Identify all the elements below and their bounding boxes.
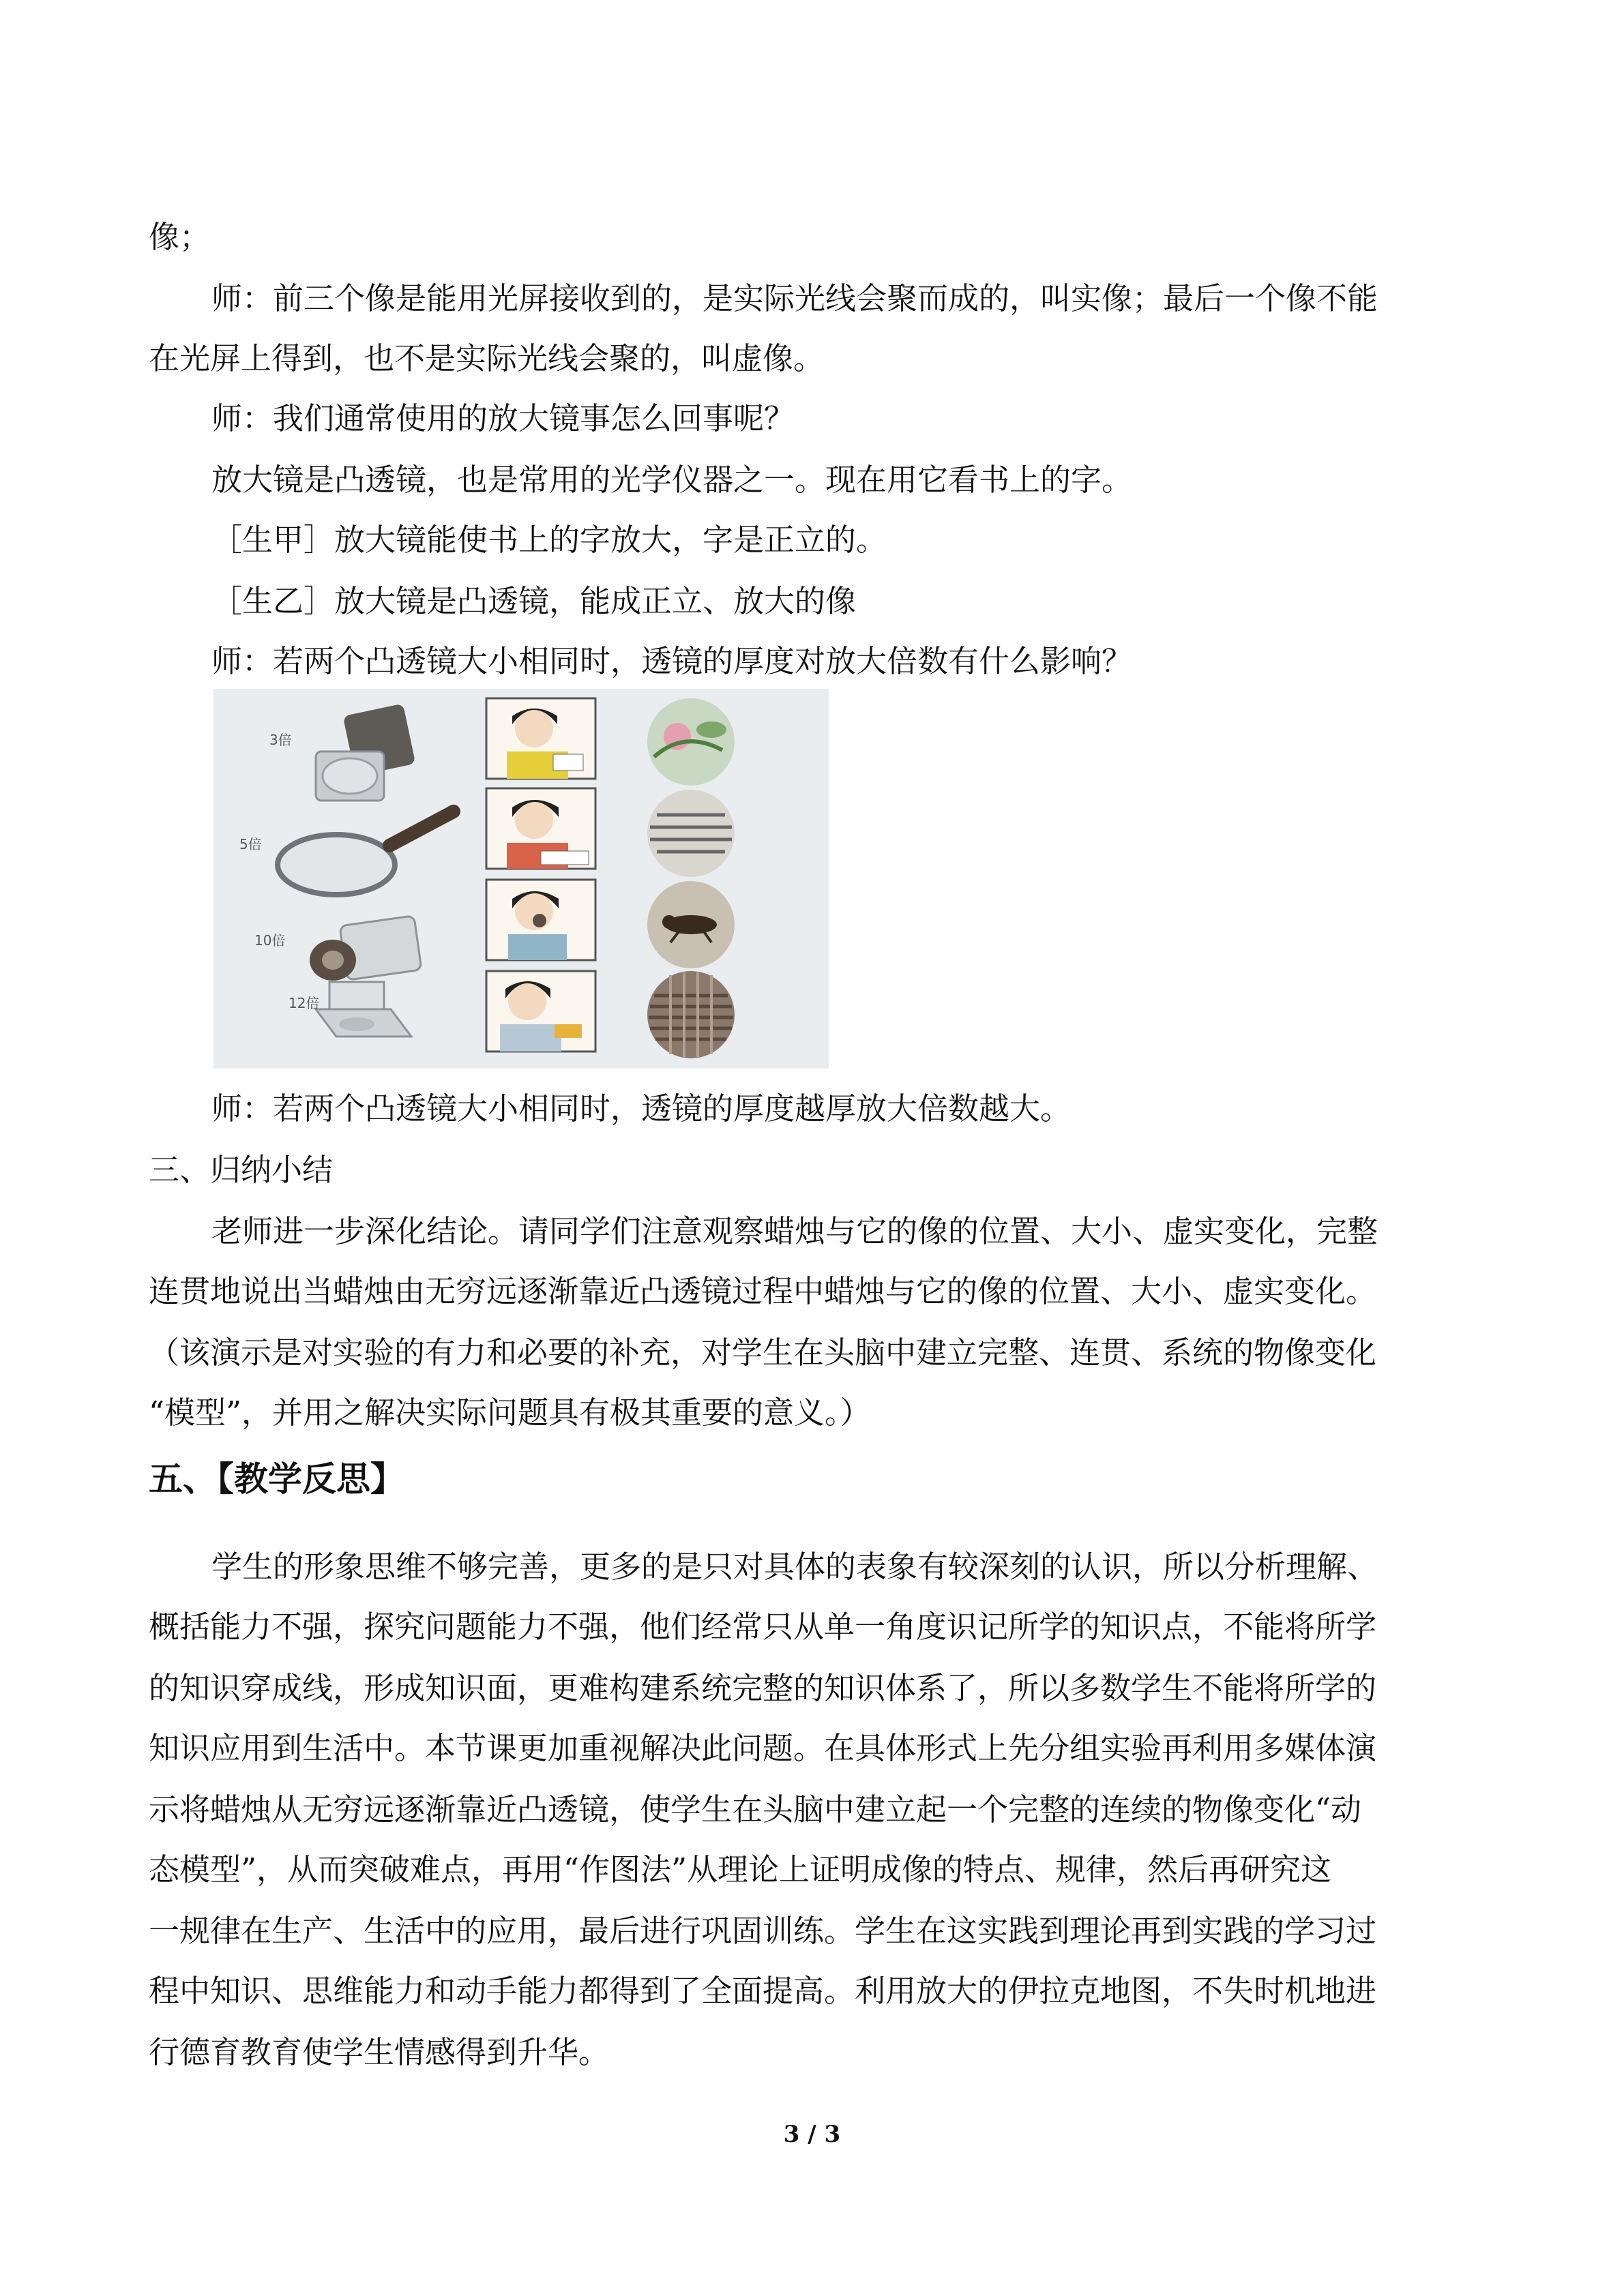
magnified-fabric-view — [647, 971, 735, 1058]
magnifier-illustration — [213, 689, 829, 1069]
text-line: 师：若两个凸透镜大小相同时，透镜的厚度越厚放大倍数越大。 — [211, 1090, 1072, 1127]
magnifier-figure — [213, 689, 829, 1069]
section-heading: 五、【教学反思】 — [149, 1459, 404, 1499]
text-line: 概括能力不强，探究问题能力不强，他们经常只从单一角度识记所学的知识点，不能将所学 — [149, 1609, 1377, 1645]
page-number: 3 / 3 — [783, 2121, 841, 2148]
text-line: 态模型”，从而突破难点，再用“作图法”从理论上证明成像的特点、规律，然后再研究这 — [149, 1851, 1332, 1888]
text-line: 师：我们通常使用的放大镜事怎么回事呢？ — [211, 400, 795, 436]
section-title: 三、归纳小结 — [149, 1152, 334, 1188]
text-line: 在光屏上得到，也不是实际光线会聚的，叫虚像。 — [149, 340, 825, 376]
text-line: 师：前三个像是能用光屏接收到的，是实际光线会聚而成的，叫实像；最后一个像不能 — [211, 280, 1378, 316]
text-line: 一规律在生产、生活中的应用，最后进行巩固训练。学生在这实践到理论再到实践的学习过 — [149, 1913, 1377, 1949]
text-line: ［生乙］放大镜是凸透镜，能成正立、放大的像 — [211, 583, 857, 619]
magnification-label: 5倍 — [239, 836, 262, 852]
text-line: 程中知识、思维能力和动手能力都得到了全面提高。利用放大的伊拉克地图，不失时机地进 — [149, 1973, 1377, 2009]
text-line: （该演示是对实验的有力和必要的补充，对学生在头脑中建立完整、连贯、系统的物像变化 — [149, 1335, 1377, 1371]
text-line: 放大镜是凸透镜，也是常用的光学仪器之一。现在用它看书上的字。 — [211, 462, 1133, 498]
magnified-text-view — [647, 790, 735, 877]
magnified-flower-view — [647, 698, 735, 786]
student-panel-1 — [486, 698, 595, 779]
student-panel-3 — [486, 880, 595, 960]
student-panel-4 — [486, 971, 595, 1052]
text-line: 老师进一步深化结论。请同学们注意观察蜡烛与它的像的位置、大小、虚实变化，完整 — [211, 1213, 1378, 1249]
text-line: “模型”，并用之解决实际问题具有极其重要的意义。） — [149, 1395, 871, 1431]
text-line: 师：若两个凸透镜大小相同时，透镜的厚度对放大倍数有什么影响？ — [211, 643, 1133, 679]
text-line: 像； — [149, 219, 211, 255]
text-line: 连贯地说出当蜡烛由无穷远逐渐靠近凸透镜过程中蜡烛与它的像的位置、大小、虚实变化。 — [149, 1273, 1377, 1309]
text-line: ［生甲］放大镜能使书上的字放大，字是正立的。 — [211, 522, 887, 558]
text-line: 示将蜡烛从无穷远逐渐靠近凸透镜，使学生在头脑中建立起一个完整的连续的物像变化“动 — [149, 1791, 1362, 1828]
magnification-label: 12倍 — [289, 995, 320, 1011]
text-line: 知识应用到生活中。本节课更加重视解决此问题。在具体形式上先分组实验再利用多媒体演 — [149, 1730, 1377, 1766]
text-line: 学生的形象思维不够完善，更多的是只对具体的表象有较深刻的认识，所以分析理解、 — [211, 1549, 1378, 1585]
student-panel-2 — [486, 788, 595, 869]
magnification-label: 10倍 — [254, 932, 286, 949]
text-line: 行德育教育使学生情感得到升华。 — [149, 2034, 610, 2070]
magnification-label: 3倍 — [269, 732, 292, 748]
magnified-insect-view — [647, 881, 735, 968]
text-line: 的知识穿成线，形成知识面，更难构建系统完整的知识体系了，所以多数学生不能将所学的 — [149, 1670, 1377, 1706]
